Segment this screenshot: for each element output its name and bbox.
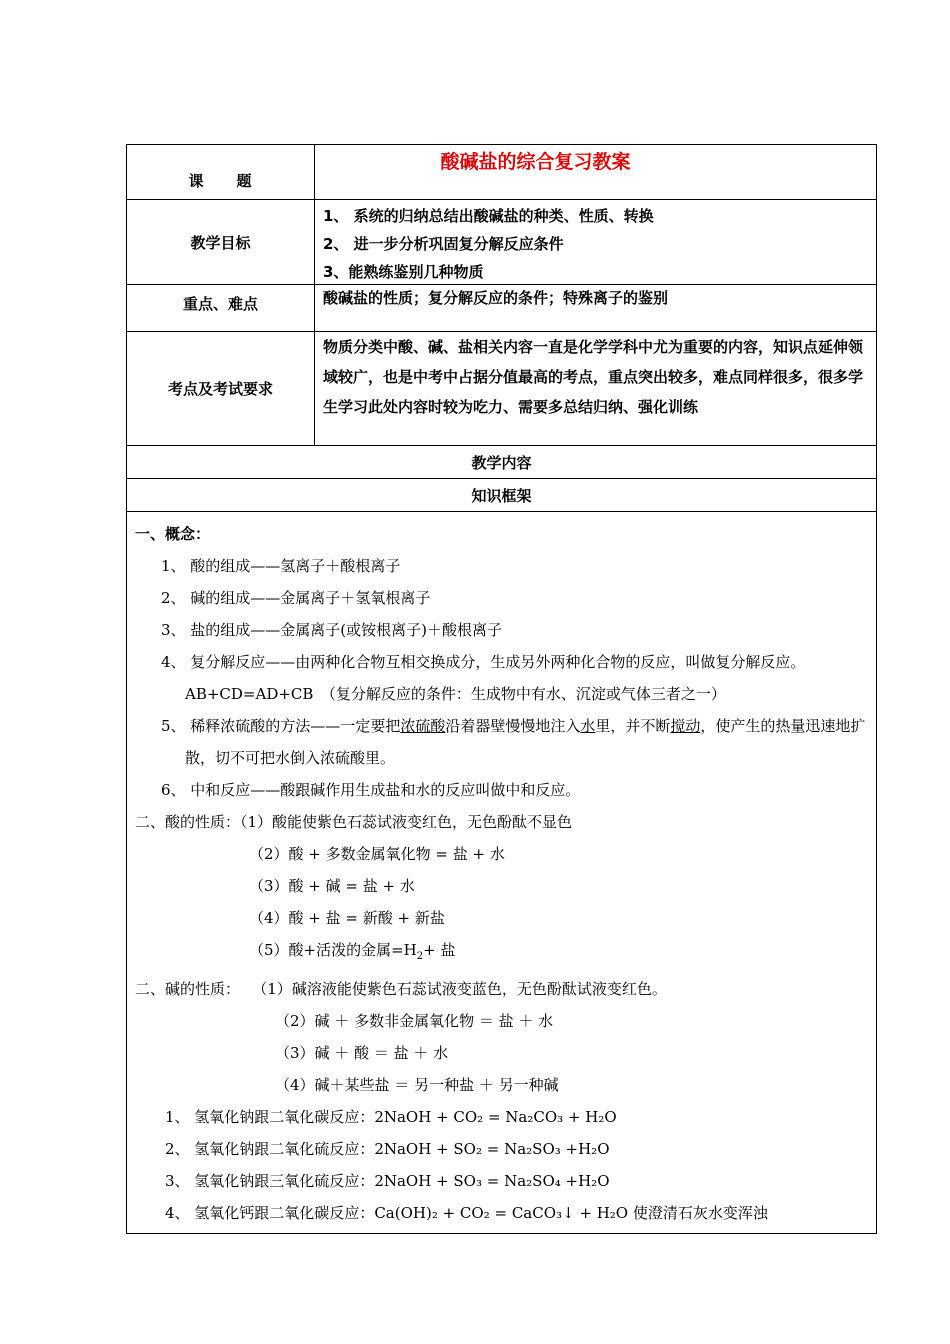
underlined-term: 搅动 bbox=[670, 717, 701, 735]
text-span: + 盐 bbox=[423, 941, 456, 959]
teaching-content-heading: 教学内容 bbox=[127, 446, 876, 479]
exam-row bbox=[127, 332, 876, 446]
keypoints-label: 重点、难点 bbox=[127, 285, 315, 331]
keypoints-text: 酸碱盐的性质；复分解反应的条件；特殊离子的鉴别 bbox=[323, 289, 669, 307]
content-body bbox=[127, 512, 876, 1233]
goals-label: 教学目标 bbox=[127, 200, 315, 284]
framework-heading: 知识框架 bbox=[127, 479, 876, 512]
concept-item: 2、 碱的组成——金属离子＋氢氧根离子 bbox=[161, 589, 431, 607]
content-row bbox=[127, 512, 876, 1233]
base-property: （3）碱 ＋ 酸 ＝ 盐 ＋ 水 bbox=[275, 1044, 449, 1062]
lesson-plan-table bbox=[126, 144, 877, 1234]
reaction-item: 4、 氢氧化钙跟二氧化碳反应：Ca(OH)₂ + CO₂ = CaCO₃↓ + H₂O 使澄清石灰水变浑浊 bbox=[165, 1204, 768, 1222]
acid-properties-heading: 二、酸的性质：（1）酸能使紫色石蕊试液变红色，无色酚酞不显色 bbox=[135, 813, 573, 831]
text-span: 5、 稀释浓硫酸的方法——一定要把 bbox=[161, 717, 401, 735]
topic-label: 课 题 bbox=[127, 145, 315, 199]
goal-item: 1、 系统的归纳总结出酸碱盐的种类、性质、转换 bbox=[323, 207, 654, 225]
reaction-item: 2、 氢氧化钠跟二氧化硫反应：2NaOH + SO₂ = Na₂SO₃ +H₂O bbox=[165, 1140, 610, 1158]
exam-text: 物质分类中酸、碱、盐相关内容一直是化学学科中尤为重要的内容，知识点延伸领域较广，也是中考中占据分值最高的考点，重点突出较多，难点同样很多，很多学生学习此处内容时较为吃力、需要多总结归纳、强化训练 bbox=[323, 338, 864, 416]
concept-item: 6、 中和反应——酸跟碱作用生成盐和水的反应叫做中和反应。 bbox=[161, 781, 581, 799]
underlined-term: 浓硫酸 bbox=[400, 717, 446, 735]
text-span: 沿着器壁慢慢地注入 bbox=[445, 717, 581, 735]
concept-item: 3、 盐的组成——金属离子(或铵根离子)＋酸根离子 bbox=[161, 621, 503, 639]
acid-property: （3）酸 + 碱 = 盐 + 水 bbox=[249, 877, 415, 895]
text-span: 里，并不断 bbox=[595, 717, 671, 735]
reaction-item: 3、 氢氧化钠跟三氧化硫反应：2NaOH + SO₃ = Na₂SO₄ +H₂O bbox=[165, 1172, 610, 1190]
acid-property: （4）酸 + 盐 = 新酸 + 新盐 bbox=[249, 909, 445, 927]
underlined-term: 水 bbox=[580, 717, 596, 735]
title-row bbox=[127, 145, 876, 200]
base-property: （4）碱＋某些盐 ＝ 另一种盐 ＋ 另一种碱 bbox=[275, 1076, 559, 1094]
goal-item: 3、能熟练鉴别几种物质 bbox=[323, 263, 484, 281]
concept-item-dilution bbox=[135, 710, 868, 774]
acid-property bbox=[135, 934, 868, 973]
page-title: 酸碱盐的综合复习教案 bbox=[440, 151, 631, 173]
subscript: 2 bbox=[416, 951, 424, 962]
goal-item: 2、 进一步分析巩固复分解反应条件 bbox=[323, 235, 564, 253]
base-property: （2）碱 ＋ 多数非金属氧化物 ＝ 盐 ＋ 水 bbox=[275, 1012, 554, 1030]
base-properties-heading: 二、碱的性质： （1）碱溶液能使紫色石蕊试液变蓝色，无色酚酞试液变红色。 bbox=[135, 980, 667, 998]
goals-cell bbox=[315, 200, 876, 284]
title-cell bbox=[315, 145, 876, 199]
acid-property: （2）酸 + 多数金属氧化物 = 盐 + 水 bbox=[249, 845, 505, 863]
text-span: （5）酸+活泼的金属=H bbox=[249, 941, 417, 959]
keypoints-row bbox=[127, 285, 876, 332]
goals-row bbox=[127, 200, 876, 285]
concept-item: 4、 复分解反应——由两种化合物互相交换成分，生成另外两种化合物的反应，叫做复分解反应。AB+CD=AD+CB （复分解反应的条件：生成物中有水、沉淀或气体三者之一） bbox=[161, 653, 806, 703]
reaction-item: 1、 氢氧化钠跟二氧化碳反应：2NaOH + CO₂ = Na₂CO₃ + H₂O bbox=[165, 1108, 617, 1126]
text-span: ，使产生的热量迅速地扩散，切不可把水倒入浓硫酸里。 bbox=[185, 717, 866, 767]
exam-label: 考点及考试要求 bbox=[127, 332, 315, 445]
concept-item: 1、 酸的组成——氢离子＋酸根离子 bbox=[161, 557, 401, 575]
concepts-heading: 一、概念： bbox=[135, 525, 211, 543]
